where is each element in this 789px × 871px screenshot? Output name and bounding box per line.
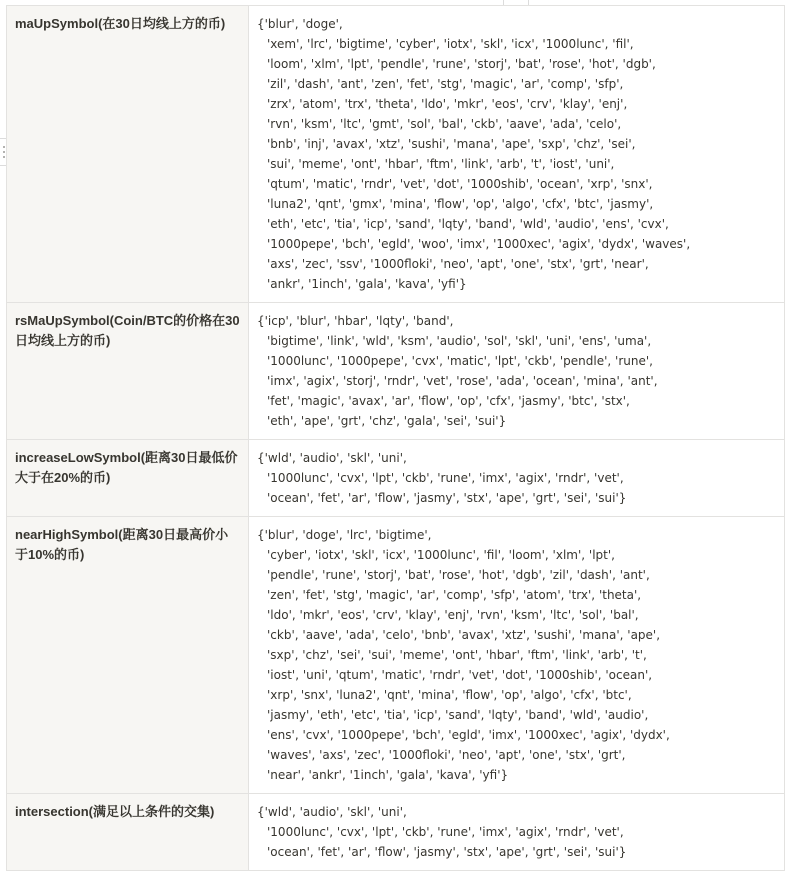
symbol-list-line: 'xrp', 'snx', 'luna2', 'qnt', 'mina', 'flow', 'op', 'algo', 'cfx', 'btc',	[267, 688, 632, 702]
table-cell-key[interactable]	[7, 794, 249, 871]
table-cell-value[interactable]	[249, 794, 785, 871]
table-row	[7, 303, 785, 440]
symbol-list-line: 'imx', 'agix', 'storj', 'rndr', 'vet', 'rose', 'ada', 'ocean', 'mina', 'ant',	[267, 374, 658, 388]
symbol-list-line: {'wld', 'audio', 'skl', 'uni',	[257, 451, 407, 465]
symbol-list-line: {'icp', 'blur', 'hbar', 'lqty', 'band',	[257, 314, 454, 328]
symbol-list-line: 'loom', 'xlm', 'lpt', 'pendle', 'rune', 'storj', 'bat', 'rose', 'hot', 'dgb',	[267, 57, 656, 71]
symbols-table-body	[7, 6, 785, 871]
symbol-list-line: {'wld', 'audio', 'skl', 'uni',	[257, 805, 407, 819]
table-row	[7, 6, 785, 303]
symbol-list-line: 'jasmy', 'eth', 'etc', 'tia', 'icp', 'sand', 'lqty', 'band', 'wld', 'audio',	[267, 708, 649, 722]
symbol-list-line: 'near', 'ankr', '1inch', 'gala', 'kava', 'yfi'}	[267, 768, 509, 782]
symbol-list-line: 'ldo', 'mkr', 'eos', 'crv', 'klay', 'enj', 'rvn', 'ksm', 'ltc', 'sol', 'bal',	[267, 608, 639, 622]
symbol-list-line: '1000lunc', 'cvx', 'lpt', 'ckb', 'rune', 'imx', 'agix', 'rndr', 'vet',	[267, 471, 624, 485]
symbol-list-line: 'bnb', 'inj', 'avax', 'xtz', 'sushi', 'mana', 'ape', 'sxp', 'chz', 'sei',	[267, 137, 636, 151]
table-cell-value[interactable]	[249, 303, 785, 440]
symbol-list-line: 'ankr', '1inch', 'gala', 'kava', 'yfi'}	[267, 277, 467, 291]
symbol-list-line: '1000pepe', 'bch', 'egld', 'woo', 'imx', '1000xec', 'agix', 'dydx', 'waves',	[267, 237, 691, 251]
table-row	[7, 440, 785, 517]
table-cell-key[interactable]	[7, 440, 249, 517]
row-key-label: rsMaUpSymbol(Coin/BTC的价格在30日均线上方的币)	[15, 313, 240, 348]
symbol-list-line: 'zrx', 'atom', 'trx', 'theta', 'ldo', 'mkr', 'eos', 'crv', 'klay', 'enj',	[267, 97, 628, 111]
symbol-list-line: 'iost', 'uni', 'qtum', 'matic', 'rndr', 'vet', 'dot', '1000shib', 'ocean',	[267, 668, 653, 682]
symbol-list-line: 'eth', 'ape', 'grt', 'chz', 'gala', 'sei', 'sui'}	[267, 414, 507, 428]
symbol-list-line: 'xem', 'lrc', 'bigtime', 'cyber', 'iotx', 'skl', 'icx', '1000lunc', 'fil',	[267, 37, 634, 51]
table-cell-value[interactable]	[249, 517, 785, 794]
symbol-list-line: 'ckb', 'aave', 'ada', 'celo', 'bnb', 'avax', 'xtz', 'sushi', 'mana', 'ape',	[267, 628, 661, 642]
symbol-list-line: 'pendle', 'rune', 'storj', 'bat', 'rose', 'hot', 'dgb', 'zil', 'dash', 'ant',	[267, 568, 650, 582]
symbol-list-line: 'axs', 'zec', 'ssv', '1000floki', 'neo', 'apt', 'one', 'stx', 'grt', 'near',	[267, 257, 649, 271]
symbol-list-line: 'rvn', 'ksm', 'ltc', 'gmt', 'sol', 'bal', 'ckb', 'aave', 'ada', 'celo',	[267, 117, 622, 131]
symbol-list-line: 'eth', 'etc', 'tia', 'icp', 'sand', 'lqty', 'band', 'wld', 'audio', 'ens', 'cvx',	[267, 217, 669, 231]
dot	[3, 151, 5, 153]
table-cell-value[interactable]	[249, 6, 785, 303]
symbol-list-line: 'ens', 'cvx', '1000pepe', 'bch', 'egld', 'imx', '1000xec', 'agix', 'dydx',	[267, 728, 670, 742]
row-key-label: maUpSymbol(在30日均线上方的币)	[15, 16, 226, 31]
symbol-list-line: 'zen', 'fet', 'stg', 'magic', 'ar', 'comp', 'sfp', 'atom', 'trx', 'theta',	[267, 588, 642, 602]
symbol-list-line: 'luna2', 'qnt', 'gmx', 'mina', 'flow', 'op', 'algo', 'cfx', 'btc', 'jasmy',	[267, 197, 654, 211]
symbol-list-line: 'ocean', 'fet', 'ar', 'flow', 'jasmy', 'stx', 'ape', 'grt', 'sei', 'sui'}	[267, 845, 627, 859]
table-cell-key[interactable]	[7, 6, 249, 303]
symbol-list-line: 'bigtime', 'link', 'wld', 'ksm', 'audio', 'sol', 'skl', 'uni', 'ens', 'uma',	[267, 334, 652, 348]
symbol-list-line: 'zil', 'dash', 'ant', 'zen', 'fet', 'stg', 'magic', 'ar', 'comp', 'sfp',	[267, 77, 624, 91]
symbols-table	[6, 5, 785, 871]
symbol-list-line: 'sxp', 'chz', 'sei', 'sui', 'meme', 'ont', 'hbar', 'ftm', 'link', 'arb', 't',	[267, 648, 647, 662]
symbol-list-line: {'blur', 'doge',	[257, 17, 343, 31]
symbol-list-line: 'waves', 'axs', 'zec', '1000floki', 'neo', 'apt', 'one', 'stx', 'grt',	[267, 748, 626, 762]
symbol-list-line: 'fet', 'magic', 'avax', 'ar', 'flow', 'op', 'cfx', 'jasmy', 'btc', 'stx',	[267, 394, 630, 408]
row-key-label: intersection(满足以上条件的交集)	[15, 804, 215, 819]
row-key-label: increaseLowSymbol(距离30日最低价大于在20%的币)	[15, 450, 238, 485]
symbol-list-line: '1000lunc', '1000pepe', 'cvx', 'matic', 'lpt', 'ckb', 'pendle', 'rune',	[267, 354, 653, 368]
symbol-list-line: 'cyber', 'iotx', 'skl', 'icx', '1000lunc', 'fil', 'loom', 'xlm', 'lpt',	[267, 548, 615, 562]
symbol-list-line: 'qtum', 'matic', 'rndr', 'vet', 'dot', '1000shib', 'ocean', 'xrp', 'snx',	[267, 177, 653, 191]
table-cell-key[interactable]	[7, 303, 249, 440]
table-cell-value[interactable]	[249, 440, 785, 517]
symbol-list-line: 'sui', 'meme', 'ont', 'hbar', 'ftm', 'link', 'arb', 't', 'iost', 'uni',	[267, 157, 615, 171]
dot	[3, 146, 5, 148]
symbol-list-line: '1000lunc', 'cvx', 'lpt', 'ckb', 'rune', 'imx', 'agix', 'rndr', 'vet',	[267, 825, 624, 839]
symbol-list-line: 'ocean', 'fet', 'ar', 'flow', 'jasmy', 'stx', 'ape', 'grt', 'sei', 'sui'}	[267, 491, 627, 505]
symbol-list-line: {'blur', 'doge', 'lrc', 'bigtime',	[257, 528, 432, 542]
row-key-label: nearHighSymbol(距离30日最高价小于10%的币)	[15, 527, 229, 562]
dot	[3, 156, 5, 158]
table-row	[7, 517, 785, 794]
table-cell-key[interactable]	[7, 517, 249, 794]
table-row	[7, 794, 785, 871]
